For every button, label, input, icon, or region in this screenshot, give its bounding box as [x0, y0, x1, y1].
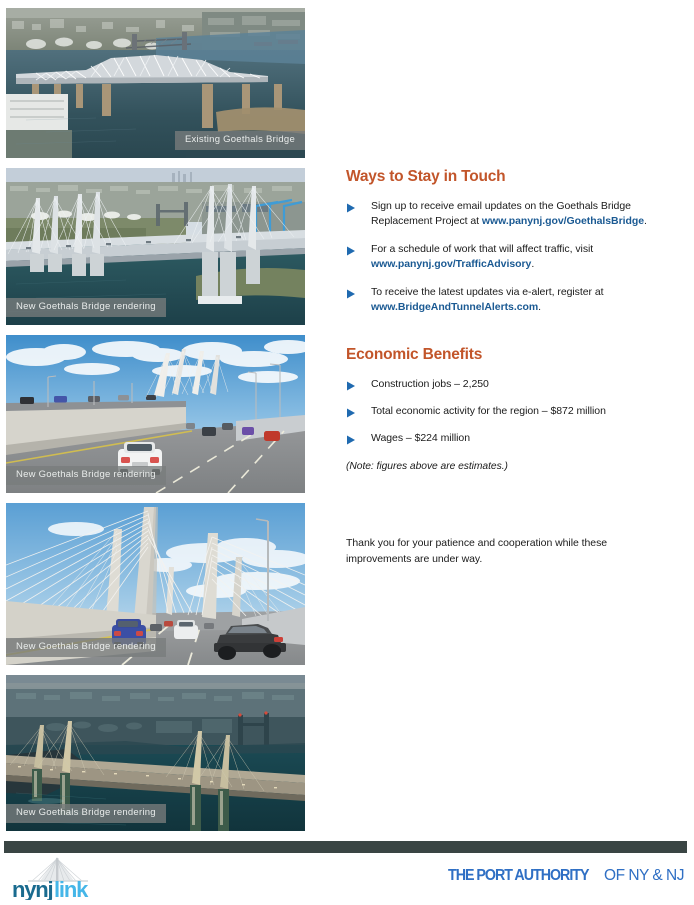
photo-caption: New Goethals Bridge rendering [6, 298, 166, 317]
estimates-note: (Note: figures above are estimates.) [346, 460, 508, 472]
content-column [346, 168, 678, 472]
bullet-text-lead: Sign up to receive email updates on the Goethals Bridge Replacement Project at [371, 200, 631, 228]
photo-card-new-goethals-bridge-dusk [6, 675, 305, 831]
triangle-right-icon [346, 408, 356, 418]
bullet-text [371, 199, 678, 230]
photo-card-existing-goethals-bridge [6, 8, 305, 158]
photo-card-new-goethals-bridge-roadway-day [6, 335, 305, 493]
link-bridge-and-tunnel-alerts[interactable]: www.BridgeAndTunnelAlerts.com [371, 301, 539, 314]
bullet-item [346, 285, 678, 316]
triangle-right-icon [346, 203, 356, 213]
port-authority-light-text: OF NY & NJ [604, 867, 684, 884]
triangle-right-icon [346, 381, 356, 391]
section-ways-to-stay-in-touch [346, 168, 678, 316]
nynjlink-logo[interactable] [10, 855, 110, 900]
closing-paragraph: Thank you for your patience and cooperation while these improvements are under way. [346, 537, 608, 565]
port-authority-logo[interactable] [448, 867, 684, 885]
nynjlink-wordmark-dark: nynj [12, 877, 53, 900]
link-traffic-advisory[interactable]: www.panynj.gov/TrafficAdvisory [371, 258, 532, 271]
section-economic-benefits [346, 346, 678, 472]
bullet-text: Construction jobs – 2,250 [371, 377, 489, 390]
section-heading: Ways to Stay in Touch [346, 168, 506, 185]
bullet-item [346, 242, 678, 273]
bullet-item [346, 431, 678, 446]
bullet-text [371, 285, 678, 316]
bullet-text-tail: . [531, 258, 535, 271]
photo-card-new-goethals-bridge-roadway-towers [6, 503, 305, 665]
bullet-item [346, 199, 678, 230]
bullet-text-lead: For a schedule of work that will affect traffic, visit [371, 242, 594, 255]
bullet-text [371, 242, 678, 273]
bullet-item [346, 404, 678, 419]
photo-caption: Existing Goethals Bridge [175, 131, 305, 150]
photo-caption: New Goethals Bridge rendering [6, 466, 166, 485]
triangle-right-icon [346, 246, 356, 256]
triangle-right-icon [346, 289, 356, 299]
photo-caption: New Goethals Bridge rendering [6, 638, 166, 657]
footer-divider-bar [4, 841, 687, 853]
port-authority-bold-text: THE PORT AUTHORITY [448, 867, 589, 884]
section-heading: Economic Benefits [346, 345, 483, 363]
photo-caption: New Goethals Bridge rendering [6, 804, 166, 823]
triangle-right-icon [346, 435, 356, 445]
bullet-text-tail: . [538, 301, 542, 314]
photo-gallery [6, 8, 305, 841]
nynjlink-wordmark-light: link [54, 877, 88, 900]
link-goethals-bridge[interactable]: www.panynj.gov/GoethalsBridge [481, 215, 645, 228]
bullet-text-lead: To receive the latest updates via e-alert, register at [371, 285, 604, 298]
nynjlink-logo-graphic [10, 855, 110, 900]
bullet-text: Total economic activity for the region – $872 million [371, 404, 606, 417]
photo-card-new-goethals-bridge-aerial [6, 168, 305, 325]
page-footer [0, 853, 694, 900]
bullet-text-tail: . [644, 215, 647, 228]
bullet-text: Wages – $224 million [371, 432, 470, 445]
bullet-item [346, 377, 678, 392]
